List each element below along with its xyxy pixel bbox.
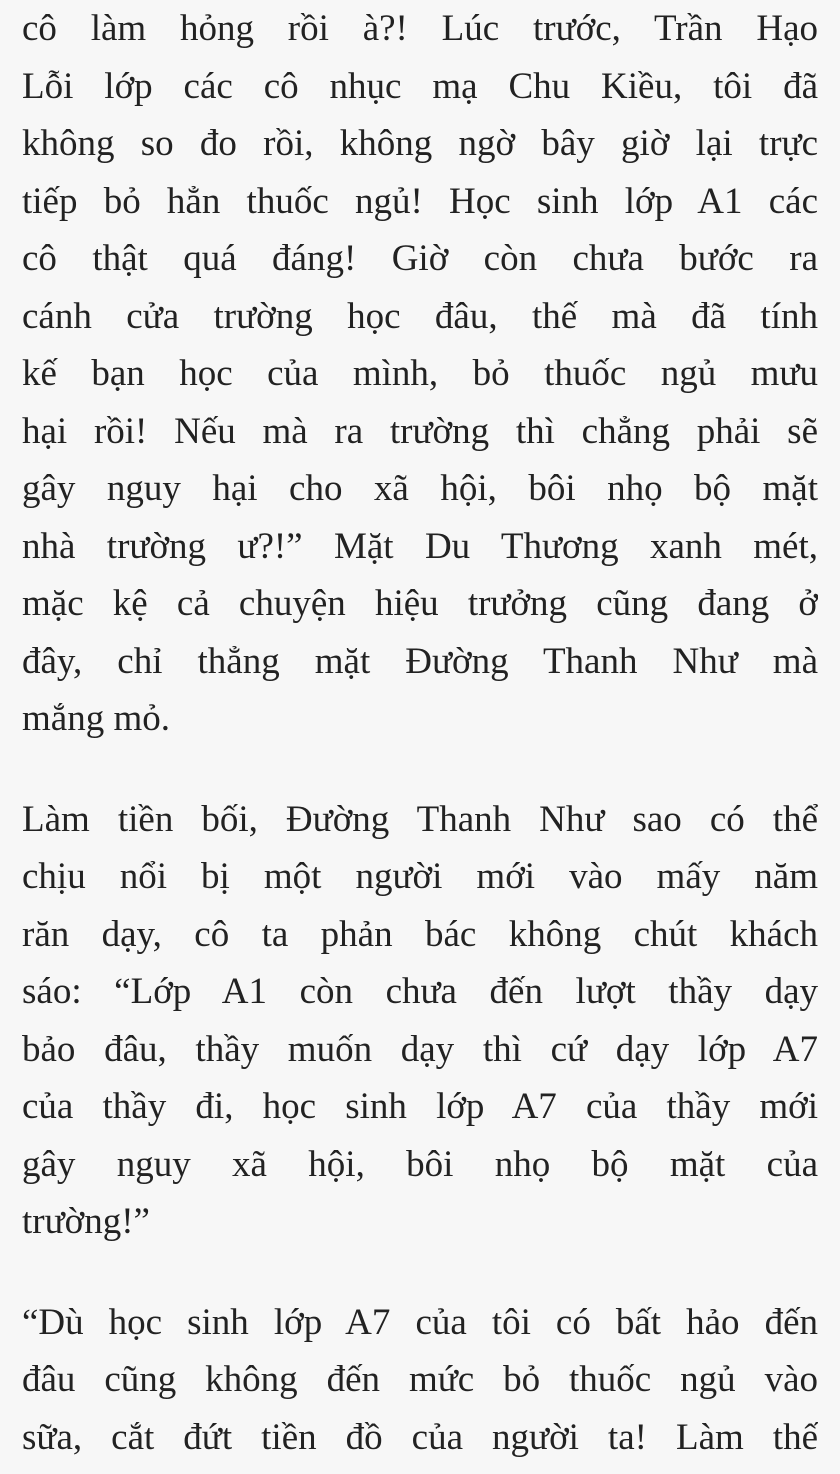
text-line: đây, chỉ thẳng mặt Đường Thanh Như mà (22, 640, 818, 682)
text-line: “Dù học sinh lớp A7 của tôi có bất hảo đến (22, 1301, 818, 1343)
text-line: gây nguy xã hội, bôi nhọ bộ mặt của (22, 1143, 818, 1185)
text-line: mặc kệ cả chuyện hiệu trưởng cũng đang ở (22, 583, 818, 624)
text-line: cánh cửa trường học đâu, thế mà đã tính (22, 295, 818, 337)
text-line: kế bạn học của mình, bỏ thuốc ngủ mưu (22, 353, 818, 394)
text-line: chịu nổi bị một người mới vào mấy năm (22, 856, 818, 897)
paragraph (22, 791, 818, 1251)
text-line: cô làm hỏng rồi à?! Lúc trước, Trần Hạo (22, 8, 818, 49)
text-line: Làm tiền bối, Đường Thanh Như sao có thể (22, 798, 818, 840)
text-line: mắng mỏ. (22, 698, 170, 739)
text-line: nhà trường ư?!” Mặt Du Thương xanh mét, (22, 525, 818, 567)
text-line: tiếp bỏ hẳn thuốc ngủ! Học sinh lớp A1 các (22, 180, 818, 222)
text-line: sữa, cắt đứt tiền đồ của người ta! Làm thế (22, 1416, 818, 1458)
text-line: sáo: “Lớp A1 còn chưa đến lượt thầy dạy (22, 971, 818, 1012)
text-line: gây nguy hại cho xã hội, bôi nhọ bộ mặt (22, 468, 818, 509)
text-line: bảo đâu, thầy muốn dạy thì cứ dạy lớp A7 (22, 1028, 818, 1070)
text-line: trường!” (22, 1201, 150, 1242)
text-line: cô thật quá đáng! Giờ còn chưa bước ra (22, 238, 818, 279)
text-line: của thầy đi, học sinh lớp A7 của thầy mới (22, 1086, 818, 1127)
text-line: đâu cũng không đến mức bỏ thuốc ngủ vào (22, 1359, 818, 1400)
text-line: Lỗi lớp các cô nhục mạ Chu Kiều, tôi đã (22, 65, 818, 107)
paragraph (22, 1294, 818, 1467)
text-line: răn dạy, cô ta phản bác không chút khách (22, 913, 818, 955)
paragraph (22, 0, 818, 748)
text-line: hại rồi! Nếu mà ra trường thì chẳng phải sẽ (22, 410, 818, 452)
text-line: không so đo rồi, không ngờ bây giờ lại trực (22, 123, 818, 164)
